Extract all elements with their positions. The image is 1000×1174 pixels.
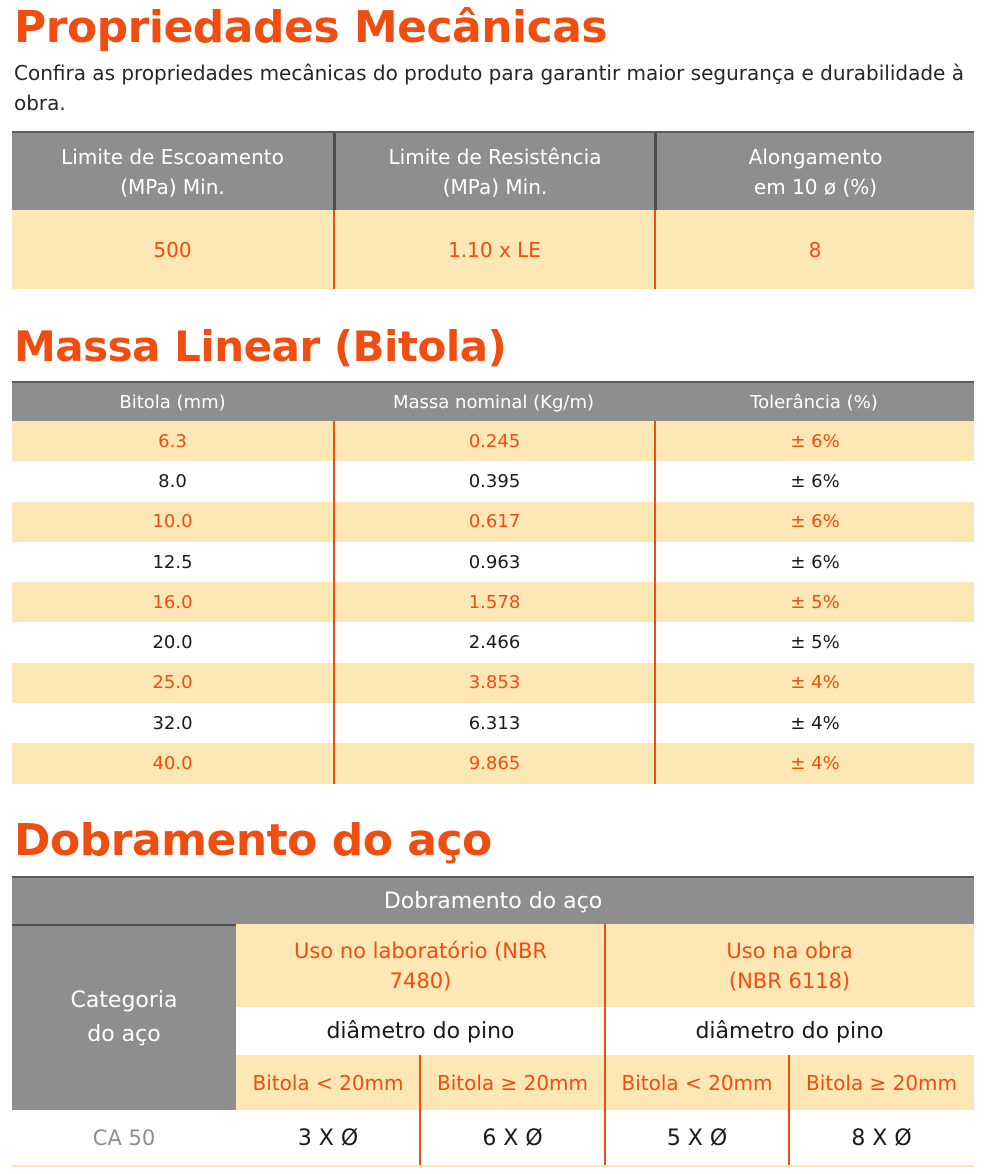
category-header: Categoria do aço <box>12 924 236 1110</box>
bitola-header-lab-small: Bitola < 20mm <box>236 1055 420 1110</box>
cell-tolerance: ± 6% <box>654 421 974 461</box>
section-title-mechanical: Propriedades Mecânicas <box>14 2 608 53</box>
section-subtitle: Confira as propriedades mecânicas do produto para garantir maior segurança e durabilidade à obra. <box>14 61 964 115</box>
divider <box>604 924 606 1165</box>
cell-nominal-mass: 9.865 <box>333 743 654 783</box>
cell-bitola: 32.0 <box>152 712 193 734</box>
lab-use-header: Uso no laboratório (NBR 7480) <box>236 924 605 1007</box>
table-row <box>12 421 974 461</box>
category-value: CA 50 <box>12 1110 236 1166</box>
cell-tolerance: ± 6% <box>654 461 974 501</box>
divider <box>788 1055 790 1165</box>
cell-bitola: 25.0 <box>152 672 193 694</box>
cell-bitola: 40.0 <box>152 753 193 775</box>
cell-tolerance: ± 6% <box>654 542 974 582</box>
divider <box>419 1055 421 1165</box>
bitola-header-site-small: Bitola < 20mm <box>605 1055 789 1110</box>
cell-bitola: 8.0 <box>158 470 187 492</box>
bitola-header-lab-large: Bitola ≥ 20mm <box>420 1055 605 1110</box>
header-elongation: Alongamento em 10 ø (%) <box>654 133 974 210</box>
pin-diameter-label-site: diâmetro do pino <box>605 1007 974 1055</box>
section-title-bending: Dobramento do aço <box>14 815 492 866</box>
cell-nominal-mass: 0.963 <box>333 542 654 582</box>
value-elongation: 8 <box>654 210 974 289</box>
cell-bitola: 20.0 <box>152 632 193 654</box>
cell-nominal-mass: 2.466 <box>333 622 654 662</box>
table-row <box>12 542 974 582</box>
cell-bitola: 16.0 <box>152 591 193 613</box>
cell-bitola: 12.5 <box>152 551 193 573</box>
cell-nominal-mass: 0.395 <box>333 461 654 501</box>
cell-tolerance: ± 5% <box>654 622 974 662</box>
cell-tolerance: ± 4% <box>654 663 974 703</box>
cell-nominal-mass: 0.245 <box>333 421 654 461</box>
cell-tolerance: ± 4% <box>654 743 974 783</box>
bitola-header-site-large: Bitola ≥ 20mm <box>789 1055 974 1110</box>
cell-tolerance: ± 6% <box>654 502 974 542</box>
pin-diameter-label-lab: diâmetro do pino <box>236 1007 605 1055</box>
value-site-small: 5 X Ø <box>605 1110 789 1166</box>
table-row <box>12 582 974 622</box>
cell-tolerance: ± 5% <box>654 582 974 622</box>
cell-nominal-mass: 6.313 <box>333 703 654 743</box>
table-row <box>12 622 974 662</box>
table-row <box>12 663 974 703</box>
cell-bitola: 6.3 <box>158 430 187 452</box>
header-yield-limit: Limite de Escoamento (MPa) Min. <box>61 144 284 199</box>
table-row <box>12 703 974 743</box>
table-header-row <box>12 131 974 210</box>
cell-nominal-mass: 3.853 <box>333 663 654 703</box>
mechanical-properties-table <box>12 131 974 289</box>
value-site-large: 8 X Ø <box>789 1110 974 1166</box>
value-lab-large: 6 X Ø <box>420 1110 605 1166</box>
cell-bitola: 10.0 <box>152 511 193 533</box>
header-bitola: Bitola (mm) <box>119 391 226 413</box>
site-use-header: Uso na obra (NBR 6118) <box>605 924 974 1007</box>
cell-nominal-mass: 1.578 <box>333 582 654 622</box>
table-header-row <box>12 381 974 421</box>
header-tensile-limit: Limite de Resistência (MPa) Min. <box>333 133 654 210</box>
table-row <box>12 502 974 542</box>
cell-tolerance: ± 4% <box>654 703 974 743</box>
table-row <box>12 461 974 501</box>
table-row <box>12 743 974 783</box>
linear-mass-table <box>12 381 974 784</box>
section-title-linear-mass: Massa Linear (Bitola) <box>14 322 507 371</box>
bending-table <box>12 876 974 1167</box>
header-nominal-mass: Massa nominal (Kg/m) <box>392 391 595 413</box>
value-tensile-limit: 1.10 x LE <box>333 210 654 289</box>
cell-nominal-mass: 0.617 <box>333 502 654 542</box>
value-yield-limit: 500 <box>153 237 192 262</box>
header-tolerance: Tolerância (%) <box>750 391 878 413</box>
divider <box>12 1165 974 1167</box>
value-lab-small: 3 X Ø <box>236 1110 420 1166</box>
bending-table-title: Dobramento do aço <box>12 876 974 924</box>
table-row <box>12 210 974 289</box>
